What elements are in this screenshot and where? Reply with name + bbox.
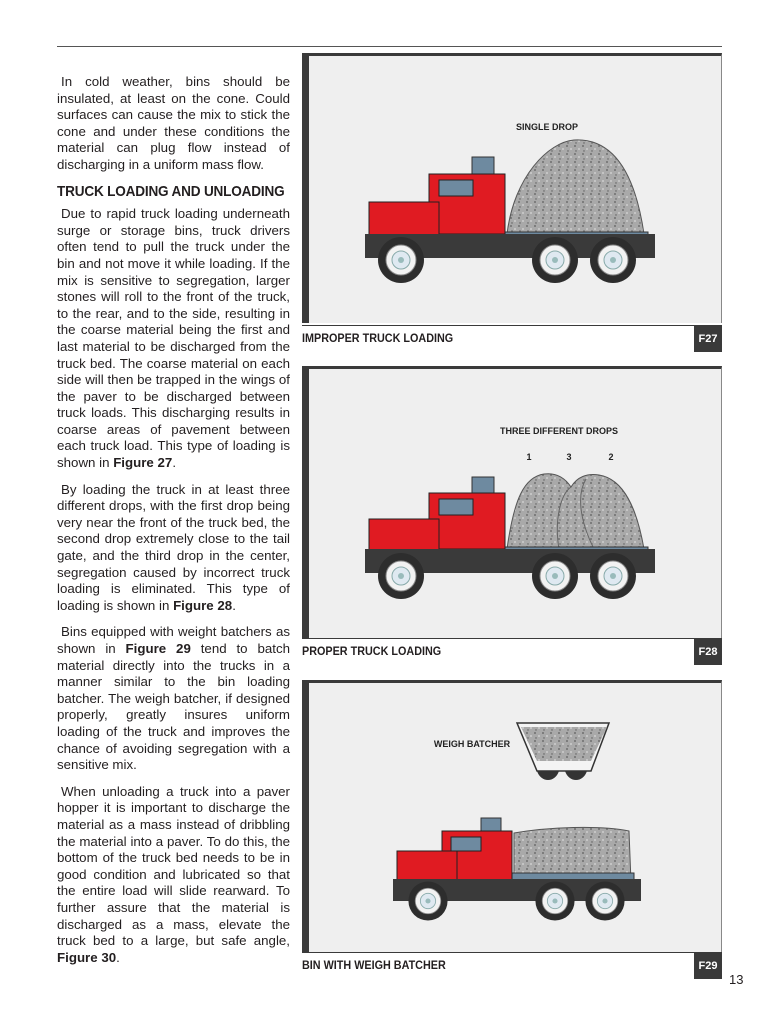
paragraph-cold-weather: In cold weather, bins should be insulated, at least on the cone. Could surfaces can cause the mix to stick the cone and under these conditions the material can plug flow instead of discharging in a uniform mass flow. <box>57 74 290 172</box>
section-heading: TRUCK LOADING AND UNLOADING <box>57 183 285 200</box>
paragraph-weigh-batchers: Bins equipped with weight batchers as shown in Figure 29 tend to batch material directly into the trucks in a manner similar to the bin loading batcher. The weigh batcher, if designed properly, greatly insures uniform loading of the truck and improves the chance of avoiding segregation with a sensitive mix. <box>57 624 290 773</box>
drop-number-3: 3 <box>566 452 572 462</box>
figure-panel <box>302 53 722 323</box>
truck-illustration <box>365 140 655 283</box>
weigh-batcher-illustration <box>517 723 609 780</box>
paragraph-truck-loading: Due to rapid truck loading underneath surge or storage bins, truck drivers often tend to pull the truck under the bin and not move it while loading. If the mix is sensitive to segregation, larger stones will roll to the front of the truck, to the rear, and to the side, resulting in the coarse material being the first and last material to be discharged from the truck bed. The coarse material on each side will then be trapped in the wings of the paver to be discharged between truck loads. This discharging results in coarse areas of pavement between each truck load. This type of loading is shown in Figure 27. <box>57 206 290 471</box>
figure-caption: PROPER TRUCK LOADING <box>302 644 442 658</box>
header-rule <box>57 46 722 47</box>
paragraph-three-drops: By loading the truck in at least three different drops, with the first drop being very near the front of the truck bed, the second drop extremely close to the tail gate, and the third drop in the center, segregation caused by incorrect truck loading is eliminated. This type of loading is shown in Figure 28. <box>57 481 290 613</box>
page-number: 13 <box>729 972 744 987</box>
drop-number-2: 2 <box>608 452 614 462</box>
figure-ref-27[interactable]: Figure 27 <box>113 455 173 471</box>
truck-illustration <box>365 474 655 599</box>
paragraph-text: By loading the truck in at least three different drops, with the first drop being very near the front of the truck bed, the second drop extremely close to the tail gate, and the third drop in the center, segregation caused by incorrect truck loading is eliminated. This type of loading is shown in <box>57 481 290 613</box>
figure-tag: F29 <box>694 953 722 979</box>
three-drops-label: THREE DIFFERENT DROPS <box>499 426 619 436</box>
figure-ref-30[interactable]: Figure 30 <box>57 949 117 965</box>
weigh-batcher-label: WEIGH BATCHER <box>433 739 511 749</box>
figure-ref-28[interactable]: Figure 28 <box>173 597 233 613</box>
figure-27 <box>302 53 722 353</box>
drop-number-1: 1 <box>526 452 532 462</box>
text-column <box>57 74 290 976</box>
single-drop-label: SINGLE DROP <box>515 122 579 132</box>
figure-panel <box>302 366 722 638</box>
figure-29 <box>302 680 722 980</box>
figure-tag: F28 <box>694 639 722 665</box>
paragraph-unloading: When unloading a truck into a paver hopper it is important to discharge the material as a mass instead of dribbling the material into a paver. To do this, the bottom of the truck bed needs to be in good condition and lubricated so that the entire load will slide rearward. To further assure that the material is discharged as a mass, elevate the truck bed to a large, but safe angle, Figure 30. <box>57 783 290 965</box>
figure-caption: IMPROPER TRUCK LOADING <box>302 331 454 345</box>
caption-bar <box>302 952 722 979</box>
figure-caption: BIN WITH WEIGH BATCHER <box>302 958 446 972</box>
paragraph-text: When unloading a truck into a paver hopper it is important to discharge the material as a mass instead of dribbling the material into a paver. To do this, the bottom of the truck bed needs to be in good condition and lubricated so that the entire load will slide rearward. To further assure that the material is discharged as a mass, elevate the truck bed to a large, but safe angle, <box>57 783 290 949</box>
caption-bar <box>302 325 722 352</box>
figure-panel <box>302 680 722 952</box>
figure-tag: F27 <box>694 326 722 352</box>
paragraph-text: Due to rapid truck loading underneath surge or storage bins, truck drivers often tend to pull the truck under the bin and not move it while loading. If the mix is sensitive to segregation, larger stones will roll to the front of the truck, to the rear, and to the side, resulting in the coarse material being the first and last material to be discharged from the truck bed. The coarse material on each side will then be trapped in the wings of the paver to be discharged between truck loads. This discharging results in coarse areas of pavement between each truck load. This type of loading is shown in <box>57 206 290 471</box>
caption-bar <box>302 638 722 665</box>
figure-28 <box>302 366 722 666</box>
truck-illustration <box>393 818 641 921</box>
figure-ref-29[interactable]: Figure 29 <box>125 641 191 656</box>
